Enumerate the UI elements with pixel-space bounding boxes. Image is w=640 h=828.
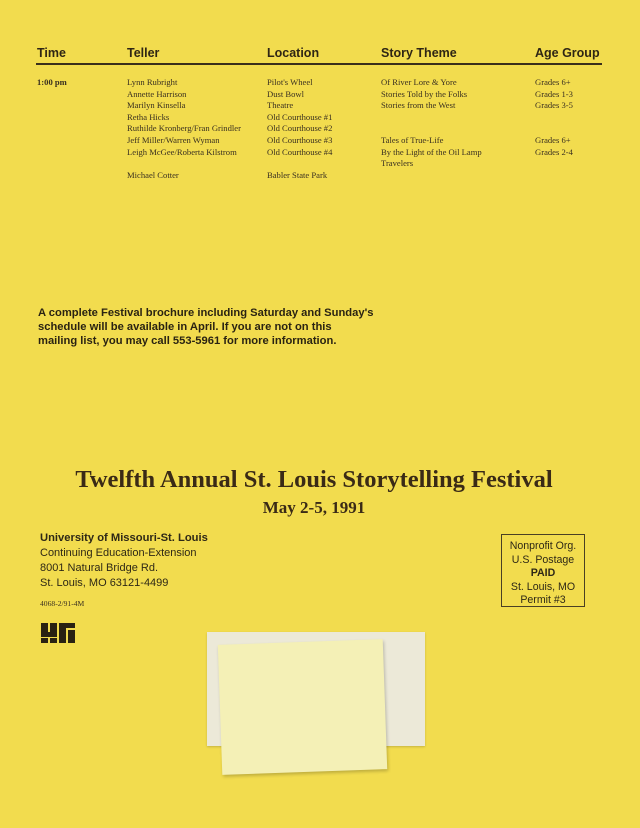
theme-cell: Tales of True-Life bbox=[381, 135, 444, 145]
teller-cell: Retha Hicks bbox=[127, 111, 170, 122]
postage-indicia bbox=[501, 534, 585, 607]
teller-cell: Marilyn Kinsella bbox=[127, 100, 186, 111]
age-group-cell: Grades 6+ bbox=[535, 77, 571, 87]
theme-cell: Stories Told by the Folks bbox=[381, 88, 468, 99]
teller-cell: Lynn Rubright bbox=[127, 77, 178, 87]
postage-line: Nonprofit Org. bbox=[509, 540, 577, 552]
header-time: Time bbox=[37, 46, 66, 60]
teller-cell: Ruthilde Kronberg/Fran Grindler bbox=[127, 123, 241, 134]
theme-cell: Travelers bbox=[381, 158, 414, 169]
festival-dates: May 2-5, 1991 bbox=[262, 498, 366, 517]
return-address bbox=[40, 531, 208, 591]
location-cell: Old Courthouse #3 bbox=[267, 135, 333, 145]
header-location: Location bbox=[267, 46, 320, 60]
notice-line: schedule will be available in April. If you are not on this bbox=[38, 321, 332, 334]
street-address: 8001 Natural Bridge Rd. bbox=[40, 562, 159, 574]
teller-cell: Michael Cotter bbox=[127, 169, 179, 180]
university-name: University of Missouri-St. Louis bbox=[40, 532, 208, 544]
age-group-cell: Grades 2-4 bbox=[535, 146, 573, 157]
department-name: Continuing Education-Extension bbox=[40, 547, 197, 559]
teller-cell: Leigh McGee/Roberta Kilstrom bbox=[127, 146, 237, 157]
brochure-notice bbox=[38, 306, 378, 349]
header-age-group: Age Group bbox=[535, 46, 600, 60]
city-state-zip: St. Louis, MO 63121-4499 bbox=[40, 577, 169, 589]
location-cell: Babler State Park bbox=[267, 169, 328, 180]
umsl-logo-icon bbox=[39, 621, 77, 645]
postage-line: St. Louis, MO bbox=[510, 580, 576, 593]
postage-line: U.S. Postage bbox=[511, 553, 575, 566]
age-group-cell: Grades 3-5 bbox=[535, 100, 573, 111]
teller-cell: Annette Harrison bbox=[127, 88, 187, 99]
location-cell: Dust Bowl bbox=[267, 88, 305, 99]
form-code: 4068-2/91-4M bbox=[40, 599, 85, 608]
sticky-note-front bbox=[218, 639, 387, 775]
theme-cell: By the Light of the Oil Lamp bbox=[381, 146, 482, 157]
festival-title: Twelfth Annual St. Louis Storytelling Festival bbox=[75, 466, 553, 493]
header-teller: Teller bbox=[127, 46, 160, 60]
location-cell: Old Courthouse #4 bbox=[267, 146, 333, 157]
theme-cell: Of River Lore & Yore bbox=[381, 77, 457, 87]
age-group-cell: Grades 6+ bbox=[535, 135, 571, 145]
theme-cell: Stories from the West bbox=[381, 100, 456, 111]
location-cell: Pilot's Wheel bbox=[267, 77, 313, 87]
location-cell: Old Courthouse #2 bbox=[267, 123, 333, 134]
age-group-cell: Grades 1-3 bbox=[535, 88, 573, 99]
location-cell: Old Courthouse #1 bbox=[267, 111, 333, 122]
postage-line: Permit #3 bbox=[520, 594, 566, 606]
header-story-theme: Story Theme bbox=[381, 46, 457, 60]
postage-paid: PAID bbox=[530, 567, 556, 579]
notice-line: mailing list, you may call 553-5961 for more information. bbox=[38, 335, 337, 348]
time-cell: 1:00 pm bbox=[37, 77, 67, 87]
notice-line: A complete Festival brochure including Saturday and Sunday's bbox=[38, 307, 374, 319]
header-divider bbox=[36, 63, 602, 65]
teller-cell: Jeff Miller/Warren Wyman bbox=[127, 135, 220, 145]
location-cell: Theatre bbox=[267, 100, 294, 111]
